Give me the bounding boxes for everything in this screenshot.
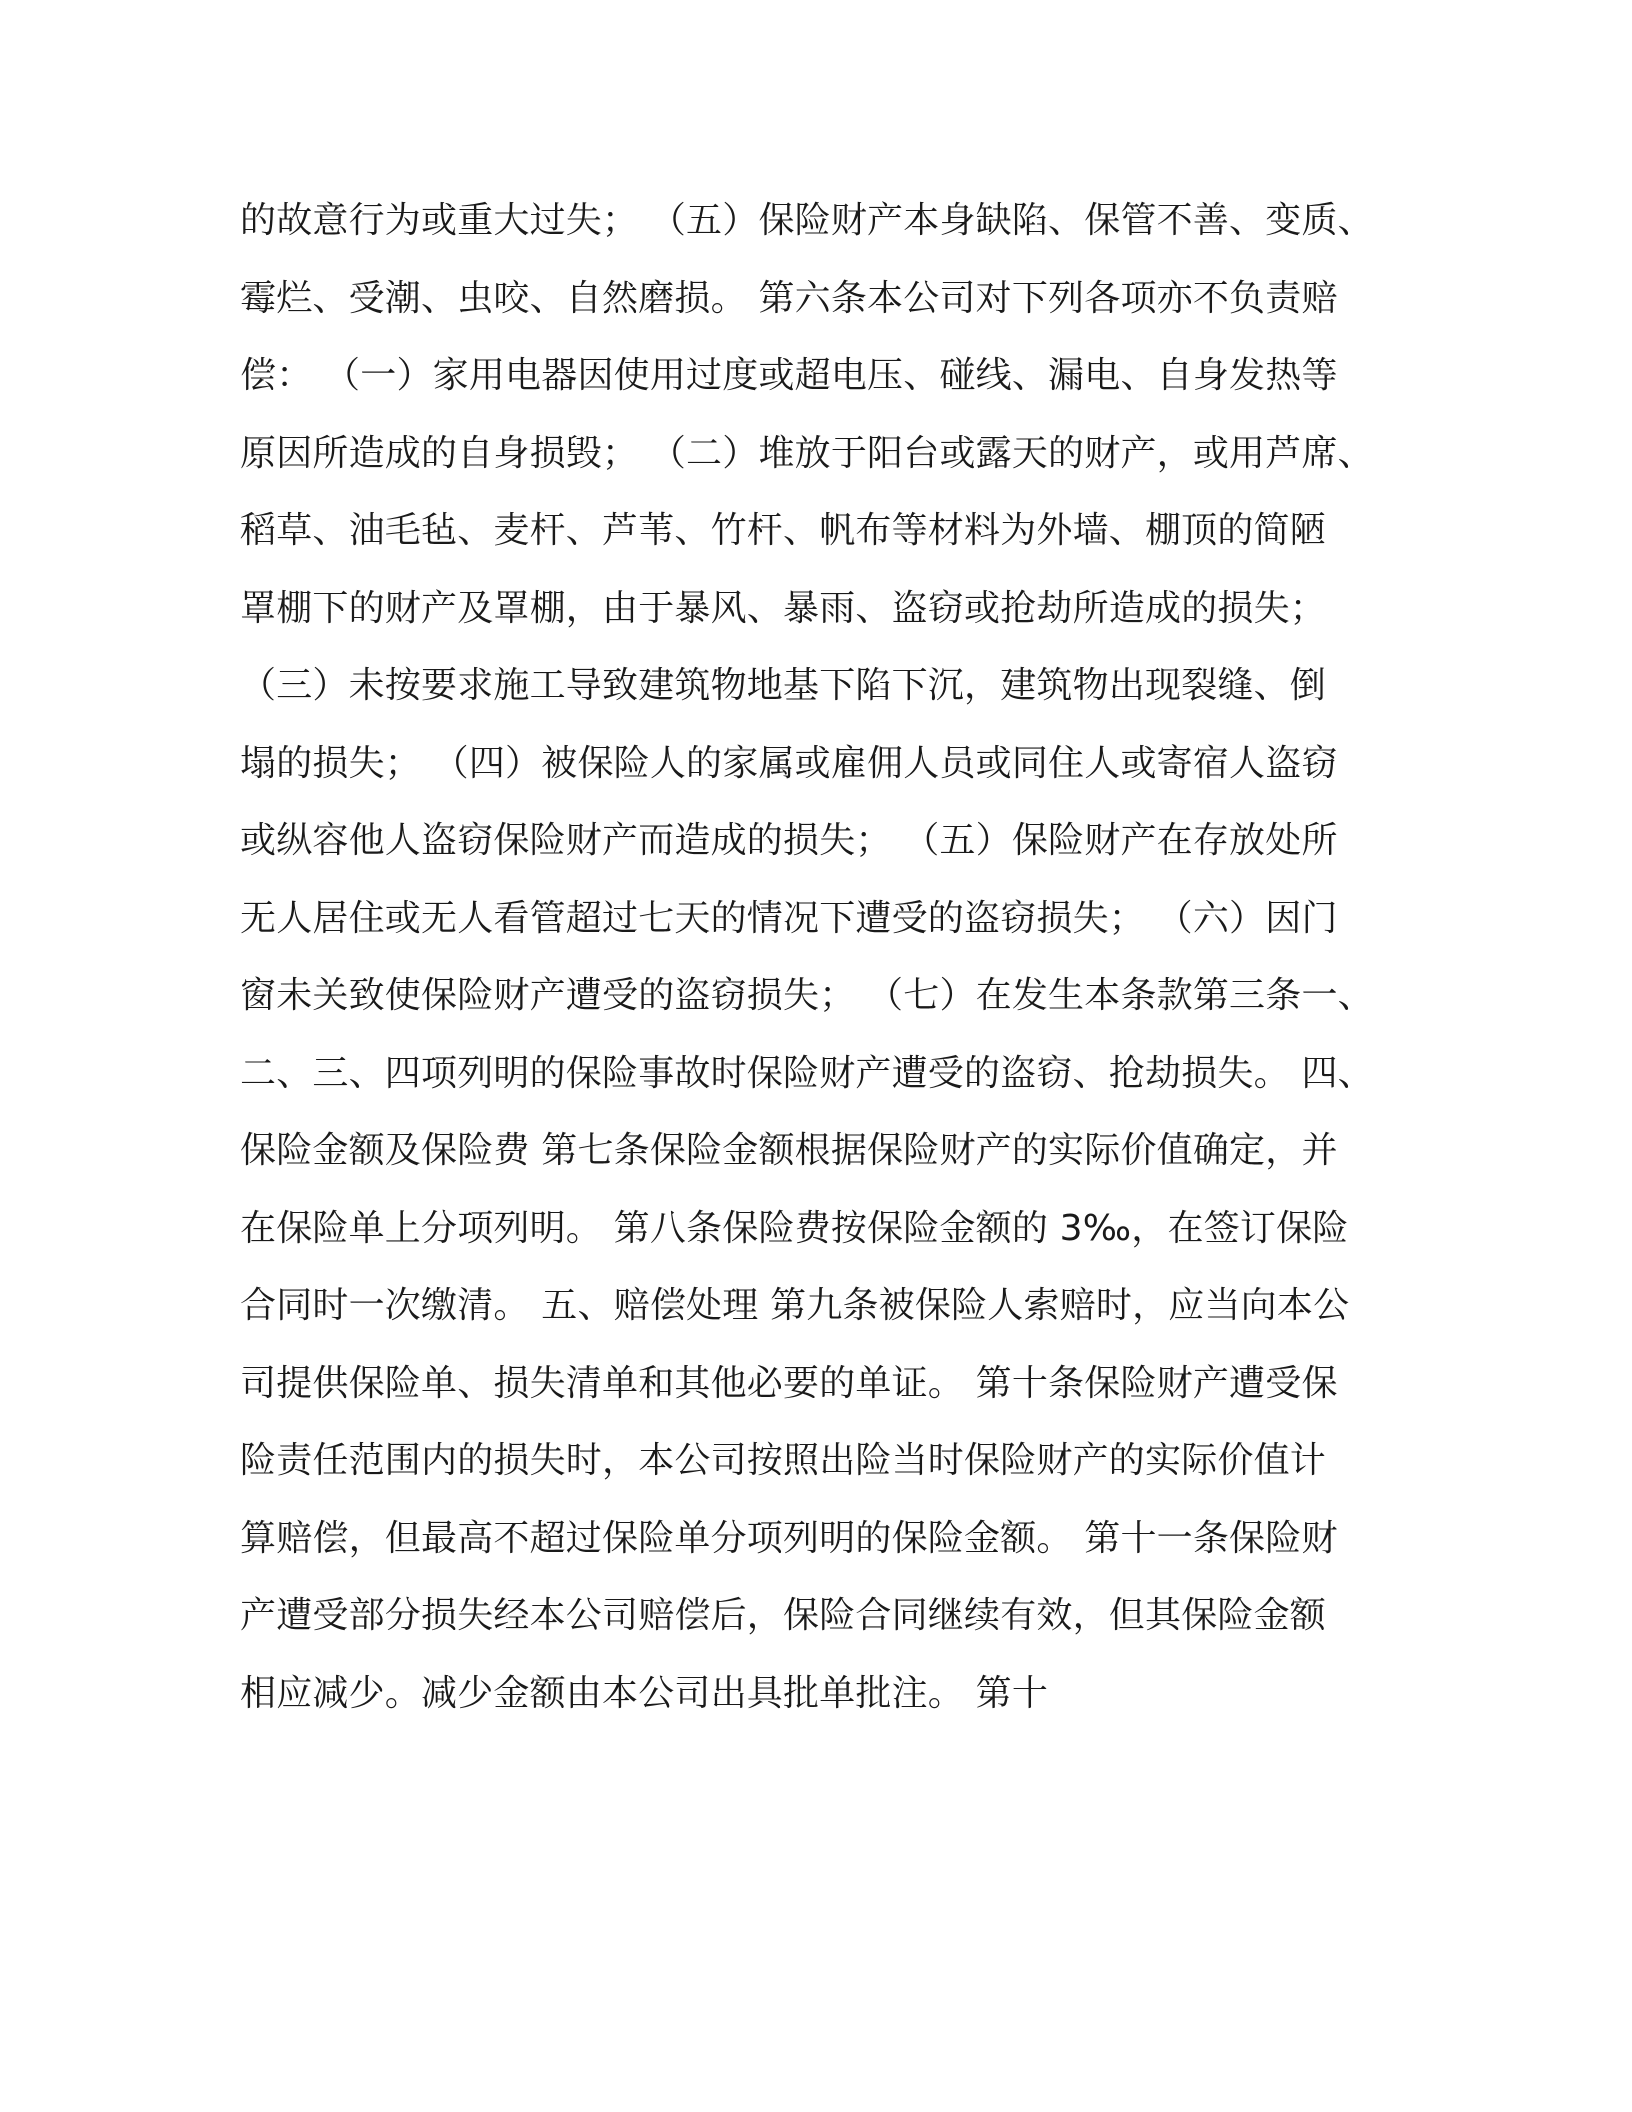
text-line: 或纵容他人盗窃保险财产而造成的损失； （五）保险财产在存放处所 — [240, 820, 1338, 861]
body-text — [240, 188, 1400, 1738]
text-line: 相应减少。减少金额由本公司出具批单批注。 第十 — [240, 1672, 1049, 1714]
text-line: 原因所造成的自身损毁； （二）堆放于阳台或露天的财产，或用芦席、 — [240, 432, 1374, 474]
text-line: 算赔偿，但最高不超过保险单分项列明的保险金额。 第十一条保险财 — [240, 1517, 1338, 1559]
text-line: （三）未按要求施工导致建筑物地基下陷下沉，建筑物出现裂缝、倒 — [240, 665, 1327, 706]
text-line: 在保险单上分项列明。 第八条保险费按保险金额的 3‰，在签订保险 — [240, 1207, 1349, 1249]
text-line: 窗未关致使保险财产遭受的盗窃损失； （七）在发生本条款第三条一、 — [240, 975, 1374, 1016]
text-line: 霉烂、受潮、虫咬、自然磨损。 第六条本公司对下列各项亦不负责赔 — [240, 277, 1338, 319]
text-line: 罩棚下的财产及罩棚，由于暴风、暴雨、盗窃或抢劫所造成的损失； — [240, 587, 1327, 629]
text-line: 司提供保险单、损失清单和其他必要的单证。 第十条保险财产遭受保 — [240, 1362, 1338, 1404]
text-line: 险责任范围内的损失时，本公司按照出险当时保险财产的实际价值计 — [240, 1440, 1327, 1481]
text-line: 稻草、油毛毡、麦杆、芦苇、竹杆、帆布等材料为外墙、棚顶的简陋 — [240, 510, 1327, 551]
text-line: 二、三、四项列明的保险事故时保险财产遭受的盗窃、抢劫损失。 四、 — [240, 1052, 1374, 1094]
text-line: 无人居住或无人看管超过七天的情况下遭受的盗窃损失； （六）因门 — [240, 897, 1338, 939]
text-line: 的故意行为或重大过失； （五）保险财产本身缺陷、保管不善、变质、 — [240, 200, 1374, 241]
text-line: 塌的损失； （四）被保险人的家属或雇佣人员或同住人或寄宿人盗窃 — [240, 742, 1338, 784]
text-line: 产遭受部分损失经本公司赔偿后，保险合同继续有效，但其保险金额 — [240, 1595, 1327, 1636]
text-line: 保险金额及保险费 第七条保险金额根据保险财产的实际价值确定，并 — [240, 1130, 1338, 1171]
text-line: 偿： （一）家用电器因使用过度或超电压、碰线、漏电、自身发热等 — [240, 355, 1338, 396]
text-line: 合同时一次缴清。 五、赔偿处理 第九条被保险人索赔时，应当向本公 — [240, 1285, 1350, 1326]
